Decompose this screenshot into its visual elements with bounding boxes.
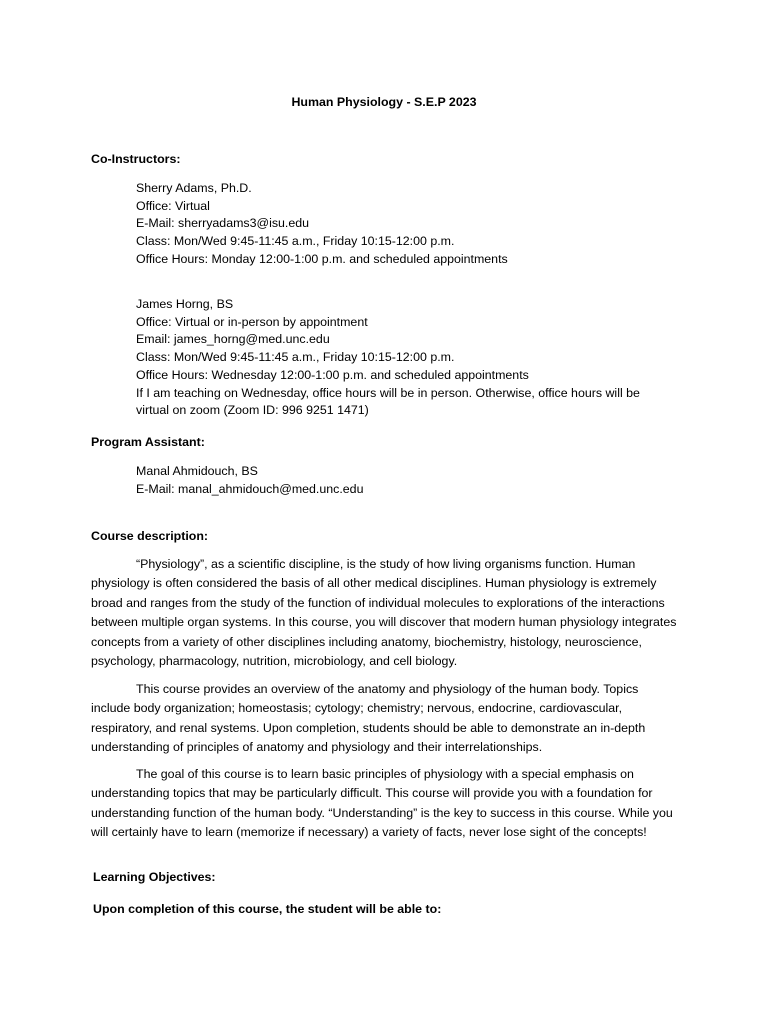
paragraph-3-text: The goal of this course is to learn basic principles of physiology with a special emphasis on understanding topics that may be particularly difficult. This course will provide you with a foundation for understanding function of the human body. “Understanding” is the key to success in this course. While you will certainly have to learn (memorize if necessary) a variety of facts, never lose sight of the concepts! bbox=[91, 767, 673, 840]
course-description-paragraph-1 bbox=[91, 555, 681, 671]
learning-objectives-intro: Upon completion of this course, the student will be able to: bbox=[93, 902, 442, 916]
program-assistant-info bbox=[136, 463, 363, 498]
course-description-heading: Course description: bbox=[91, 529, 209, 543]
document-title: Human Physiology - S.E.P 2023 bbox=[291, 95, 477, 109]
instructor-2-name: James Horng, BS bbox=[136, 297, 234, 311]
paragraph-2-text: This course provides an overview of the anatomy and physiology of the human body. Topics include body organization; homeostasis; cytology; chemistry; nervous, endocrine, cardiovascular, respiratory, and renal systems. Upon completion, students should be able to demonstrate an in-depth understanding of principles of anatomy and physiology and their interrelationships. bbox=[91, 682, 646, 755]
instructor-1-info bbox=[136, 180, 508, 269]
program-assistant-heading: Program Assistant: bbox=[91, 435, 205, 449]
co-instructors-heading: Co-Instructors: bbox=[91, 152, 181, 166]
paragraph-1-text: “Physiology”, as a scientific discipline, is the study of how living organisms function. Human physiology is often considered the basis of all other medical disciplines. Human physiology is extremely broad and ranges from the study of the function of individual molecules to explorations of the interactions between multiple organ systems. In this course, you will discover that modern human physiology integrates concepts from a variety of other disciplines including anatomy, biochemistry, histology, neuroscience, psychology, pharmacology, nutrition, microbiology, and cell biology. bbox=[91, 557, 677, 669]
course-description-paragraph-2 bbox=[91, 680, 681, 758]
instructor-1-office-hours: Office Hours: Monday 12:00-1:00 p.m. and scheduled appointments bbox=[136, 251, 508, 266]
instructor-2-note-line-2: virtual on zoom (Zoom ID: 996 9251 1471) bbox=[136, 403, 369, 418]
instructor-2-note-line-1: If I am teaching on Wednesday, office hours will be in person. Otherwise, office hours will be bbox=[136, 385, 640, 400]
learning-objectives-heading: Learning Objectives: bbox=[93, 870, 216, 884]
instructor-2-info bbox=[136, 296, 640, 420]
program-assistant-email: E-Mail: manal_ahmidouch@med.unc.edu bbox=[136, 481, 364, 496]
instructor-2-class: Class: Mon/Wed 9:45-11:45 a.m., Friday 10:15-12:00 p.m. bbox=[136, 350, 455, 365]
instructor-1-name: Sherry Adams, Ph.D. bbox=[136, 181, 252, 195]
instructor-2-office-hours: Office Hours: Wednesday 12:00-1:00 p.m. and scheduled appointments bbox=[136, 367, 529, 382]
instructor-1-class: Class: Mon/Wed 9:45-11:45 a.m., Friday 10:15-12:00 p.m. bbox=[136, 234, 455, 249]
instructor-2-email: Email: james_horng@med.unc.edu bbox=[136, 332, 330, 347]
instructor-2-office: Office: Virtual or in-person by appointment bbox=[136, 314, 368, 329]
course-description-paragraph-3 bbox=[91, 765, 681, 843]
instructor-1-email: E-Mail: sherryadams3@isu.edu bbox=[136, 216, 310, 231]
instructor-1-office: Office: Virtual bbox=[136, 198, 210, 213]
program-assistant-name: Manal Ahmidouch, BS bbox=[136, 464, 258, 478]
